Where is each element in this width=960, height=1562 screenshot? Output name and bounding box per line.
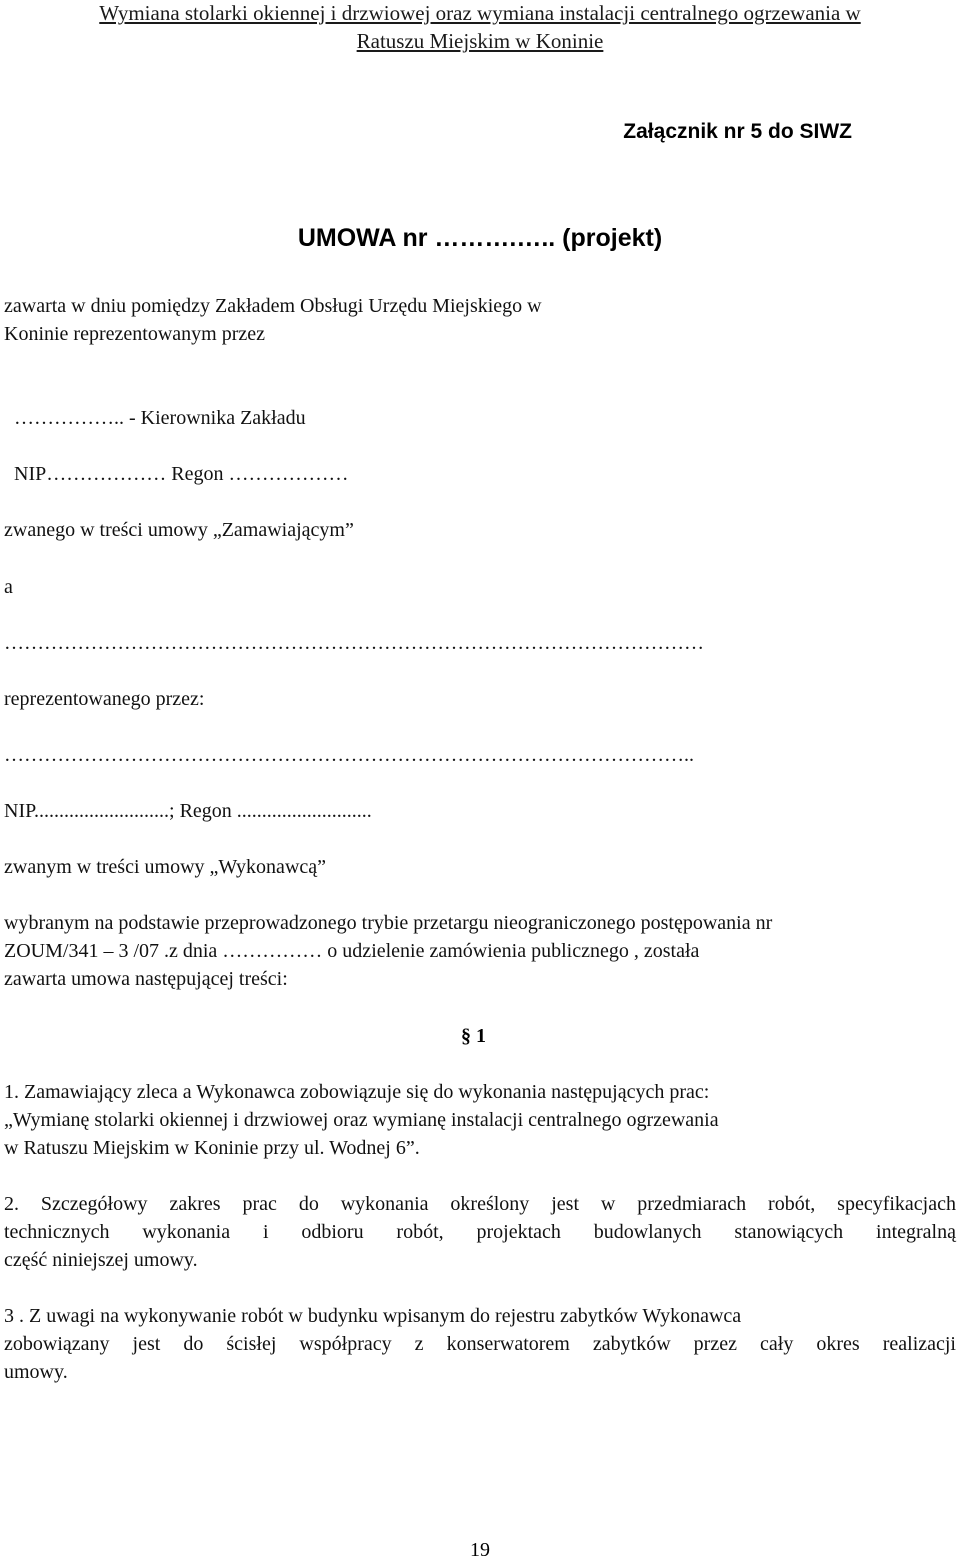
represented-by: reprezentowanego przez: (4, 688, 205, 710)
selection-line1: wybranym na podstawie przeprowadzonego trybie przetargu nieograniczonego postępowania nr (4, 912, 773, 934)
clause-1-line1: 1. Zamawiający zleca a Wykonawca zobowiązuje się do wykonania następujących prac: (4, 1081, 710, 1103)
represented-blank-line: ………………………………………………………………………………………….. (4, 744, 694, 766)
and-word: a (4, 576, 13, 598)
representative-line: …………….. - Kierownika Zakładu (14, 407, 306, 429)
contractor-blank-line: …………………………………………………………………………………………… (4, 632, 704, 654)
selection-line3: zawarta umowa następującej treści: (4, 968, 288, 990)
called-ordering-party: zwanego w treści umowy „Zamawiającym” (4, 519, 354, 541)
nip-regon-line: NIP……………… Regon ……………… (14, 463, 349, 485)
header-title-line2: Ratuszu Miejskim w Koninie (356, 29, 604, 53)
section-sign: § 1 (461, 1025, 486, 1047)
page-number: 19 (470, 1539, 490, 1561)
clause-2-line3: część niniejszej umowy. (4, 1249, 198, 1271)
clause-3-line1: 3 . Z uwagi na wykonywanie robót w budynku wpisanym do rejestru zabytków Wykonawca (4, 1305, 742, 1327)
clause-2-line1: 2. Szczegółowy zakres prac do wykonania określony jest w przedmiarach robót, specyfikacjach (4, 1193, 956, 1215)
contractor-nip-regon: NIP...........................; Regon ........................... (4, 800, 372, 822)
contract-title: UMOWA nr ……….….. (projekt) (297, 224, 663, 252)
clause-2-line2: technicznych wykonania i odbioru robót, projektach budowlanych stanowiących integralną (4, 1221, 956, 1243)
clause-3-line2: zobowiązany jest do ścisłej współpracy z konserwatorem zabytków przez cały okres realizacji (4, 1333, 956, 1355)
clause-3-line3: umowy. (4, 1361, 68, 1383)
called-contractor: zwanym w treści umowy „Wykonawcą” (4, 856, 327, 878)
header-title-line1: Wymiana stolarki okiennej i drzwiowej oraz wymiana instalacji centralnego ogrzewania w (99, 1, 861, 25)
clause-1-line3: w Ratuszu Miejskim w Koninie przy ul. Wodnej 6”. (4, 1137, 420, 1159)
intro-line1: zawarta w dniu pomiędzy Zakładem Obsługi Urzędu Miejskiego w (4, 295, 542, 317)
clause-1-line2: „Wymianę stolarki okiennej i drzwiowej oraz wymianę instalacji centralnego ogrzewania (4, 1109, 719, 1131)
selection-line2: ZOUM/341 – 3 /07 .z dnia …………… o udzielenie zamówienia publicznego , została (4, 940, 700, 962)
attachment-label: Załącznik nr 5 do SIWZ (623, 120, 852, 143)
intro-line2: Koninie reprezentowanym przez (4, 323, 265, 345)
